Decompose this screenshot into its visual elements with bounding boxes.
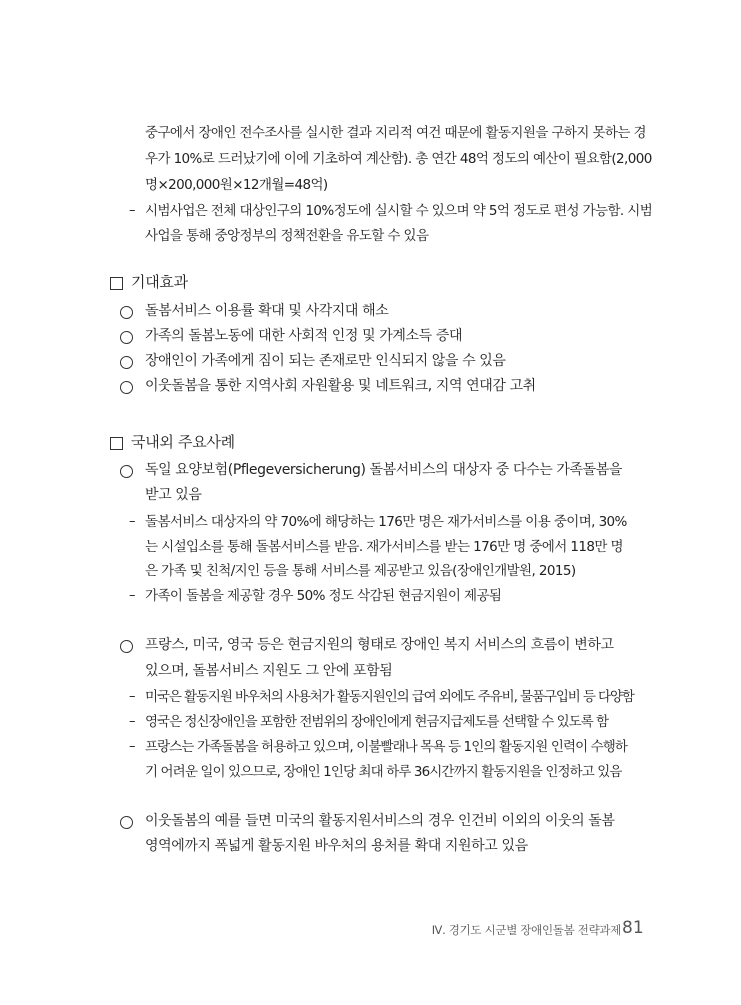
france-line-2: 있으며, 돌봄서비스 지원도 그 안에 포함됨 [145,663,393,679]
section-heading-expected-effects: 기대효과 [131,273,188,291]
germany-sub1-line-2: 는 시설입소를 통해 돌봄서비스를 받음. 재가서비스를 받는 176만 명 중에서 118만 명 [145,539,623,555]
germany-sub1-line-1: 돌봄서비스 대상자의 약 70%에 해당하는 176만 명은 재가서비스를 이용 중이며, 30% [145,514,627,530]
effect-item: 장애인이 가족에게 짐이 되는 존재로만 인식되지 않을 수 있음 [145,353,506,369]
intro-line-1: 중구에서 장애인 전수조사를 실시한 결과 지리적 여건 때문에 활동지원을 구하지 못하는 경 [145,125,646,141]
square-bullet-icon [110,277,123,290]
pilot-line-1: 시범사업은 전체 대상인구의 10%정도에 실시할 수 있으며 약 5억 정도로 편성 가능함. 시범 [145,203,653,219]
germany-sub2: 가족이 돌봄을 제공할 경우 50% 정도 삭감된 현금지원이 제공됨 [145,588,502,604]
dash-bullet: – [129,714,136,729]
neighbor-line-2: 영역에까지 폭넓게 활동지원 바우처의 용처를 확대 지원하고 있음 [145,838,528,854]
pilot-line-2: 사업을 통해 중앙정부의 정책전환을 유도할 수 있음 [145,228,429,244]
intro-line-3: 명×200,000원×12개월=48억) [145,177,328,193]
france-sub3-line-1: 프랑스는 가족돌봄을 허용하고 있으며, 이불빨래나 목욕 등 1인의 활동지원 인력이 수행하 [145,739,628,755]
circle-bullet-icon [120,381,133,394]
effect-item: 이웃돌봄을 통한 지역사회 자원활용 및 네트워크, 지역 연대감 고취 [145,378,536,394]
section-heading-cases: 국내외 주요사례 [131,433,235,451]
dash-bullet: – [129,514,136,529]
dash-bullet: – [129,739,136,754]
circle-bullet-icon [120,465,133,478]
dash-bullet: – [129,588,136,603]
intro-line-2: 우가 10%로 드러났기에 이에 기초하여 계산함). 총 연간 48억 정도의 예산이 필요함(2,000 [145,151,652,167]
circle-bullet-icon [120,356,133,369]
france-sub2: 영국은 정신장애인을 포함한 전범위의 장애인에게 현금지급제도를 선택할 수 있도록 함 [145,714,609,730]
circle-bullet-icon [120,816,133,829]
circle-bullet-icon [120,640,133,653]
effect-item: 돌봄서비스 이용률 확대 및 사각지대 해소 [145,303,389,319]
page-number: 81 [622,918,644,938]
effect-item: 가족의 돌봄노동에 대한 사회적 인정 및 가계소득 증대 [145,328,463,344]
square-bullet-icon [110,437,123,450]
france-sub3-line-2: 기 어려운 일이 있으므로, 장애인 1인당 최대 하루 36시간까지 활동지원을 인정하고 있음 [145,764,622,780]
germany-line-2: 받고 있음 [145,487,202,503]
circle-bullet-icon [120,306,133,319]
dash-bullet: – [129,203,136,218]
france-line-1: 프랑스, 미국, 영국 등은 현금지원의 형태로 장애인 복지 서비스의 흐름이 변하고 [145,637,614,653]
neighbor-line-1: 이웃돌봄의 예를 들면 미국의 활동지원서비스의 경우 인건비 이외의 이웃의 돌봄 [145,813,615,829]
circle-bullet-icon [120,331,133,344]
dash-bullet: – [129,689,136,704]
germany-line-1: 독일 요양보험(Pflegeversicherung) 돌봄서비스의 대상자 중 다수는 가족돌봄을 [145,462,622,478]
france-sub1: 미국은 활동지원 바우처의 사용처가 활동지원인의 급여 외에도 주유비, 물품구입비 등 다양함 [145,689,634,705]
running-footer: Ⅳ. 경기도 시군별 장애인돌봄 전략과제 [431,923,621,937]
germany-sub1-line-3: 은 가족 및 친척/지인 등을 통해 서비스를 제공받고 있음(장애인개발원, 2015) [145,563,576,579]
